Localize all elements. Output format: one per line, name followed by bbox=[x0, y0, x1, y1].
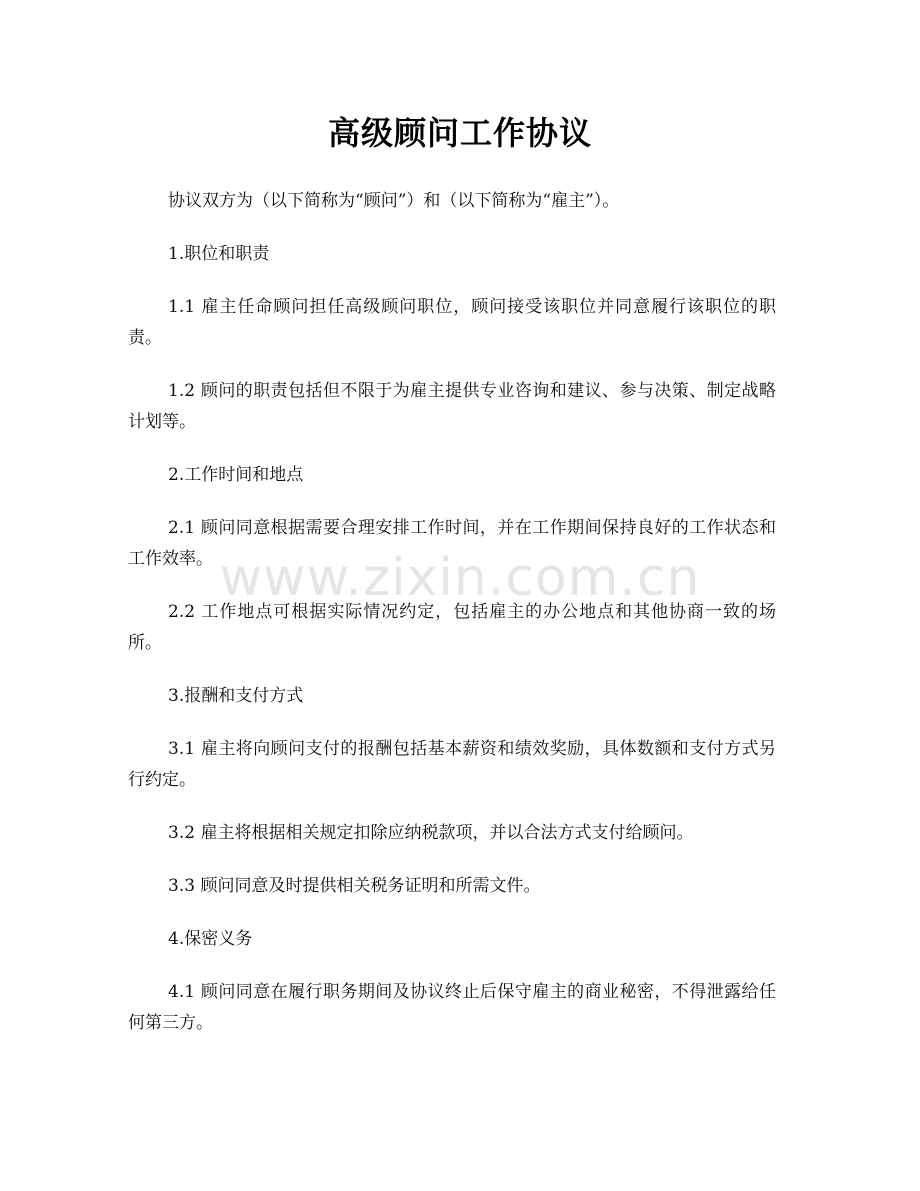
section-heading-3: 3.报酬和支付方式 bbox=[168, 686, 304, 706]
section-heading-1: 1.职位和职责 bbox=[168, 244, 270, 264]
paragraph-3-3: 3.3 顾问同意及时提供相关税务证明和所需文件。 bbox=[168, 876, 541, 896]
section-heading-4: 4.保密义务 bbox=[168, 929, 253, 949]
paragraph-2-2: 2.2 工作地点可根据实际情况约定，包括雇主的办公地点和其他协商一致的场所。 bbox=[128, 602, 776, 653]
document-title: 高级顾问工作协议 bbox=[327, 114, 592, 152]
paragraph-2-1: 2.1 顾问同意根据需要合理安排工作时间，并在工作期间保持良好的工作状态和工作效率。 bbox=[128, 518, 776, 569]
watermark: www.zixin.com.cn bbox=[219, 548, 701, 608]
paragraph-3-2: 3.2 雇主将根据相关规定扣除应纳税款项，并以合法方式支付给顾问。 bbox=[168, 823, 694, 843]
paragraph-4-1: 4.1 顾问同意在履行职务期间及协议终止后保守雇主的商业秘密，不得泄露给任何第三方。 bbox=[128, 982, 776, 1033]
paragraph-3-1: 3.1 雇主将向顾问支付的报酬包括基本薪资和绩效奖励，具体数额和支付方式另行约定。 bbox=[128, 739, 776, 790]
paragraph-1-2: 1.2 顾问的职责包括但不限于为雇主提供专业咨询和建议、参与决策、制定战略计划等。 bbox=[128, 381, 776, 432]
paragraph-1-1: 1.1 雇主任命顾问担任高级顾问职位，顾问接受该职位并同意履行该职位的职责。 bbox=[128, 297, 776, 348]
document-body bbox=[128, 186, 776, 1061]
section-heading-2: 2.工作时间和地点 bbox=[168, 465, 304, 485]
paragraph-intro: 协议双方为（以下简称为“顾问”）和（以下简称为“雇主”）。 bbox=[168, 191, 620, 211]
